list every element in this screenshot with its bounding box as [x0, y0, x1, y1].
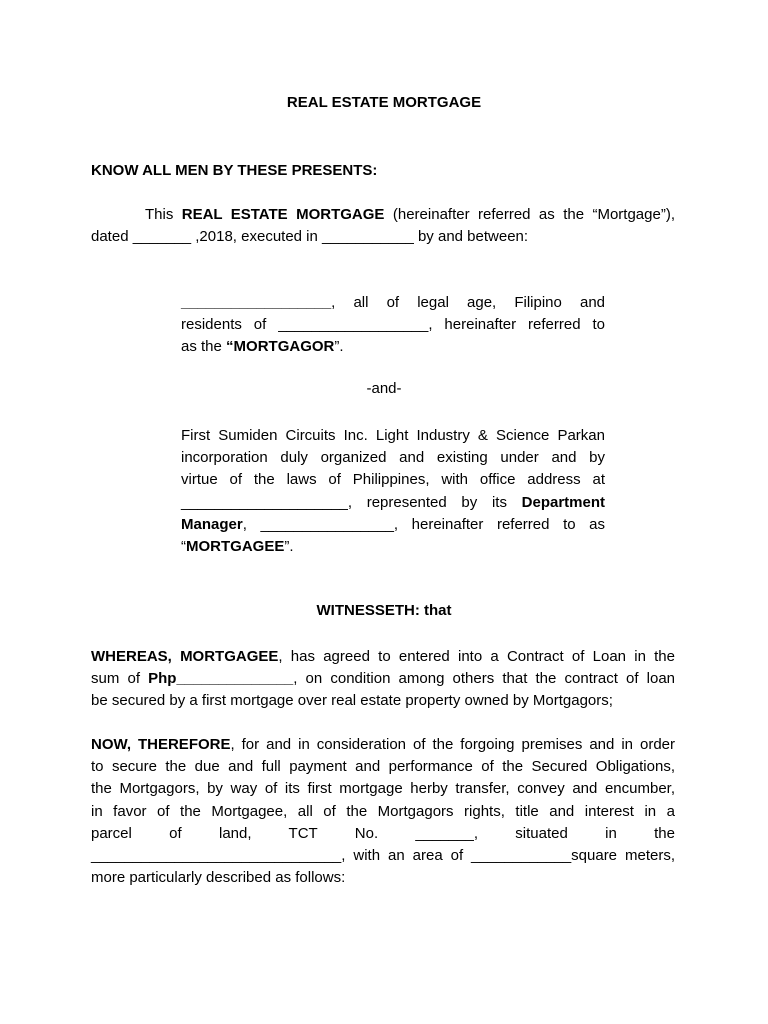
mortgagee-term: MORTGAGEE — [186, 538, 285, 556]
document-title: REAL ESTATE MORTGAGE — [286, 94, 482, 111]
now-line-2: to secure the due and full payment and performance of the Secured Obligations, — [91, 758, 675, 776]
whereas-term: WHEREAS, MORTGAGEE — [91, 648, 279, 665]
witnesseth-heading: WITNESSETH: that — [316, 602, 452, 619]
whereas-paragraph — [91, 646, 675, 713]
whereas-line-3: be secured by a first mortgage over real estate property owned by Mortgagors; — [91, 692, 613, 710]
know-all-men-heading: KNOW ALL MEN BY THESE PRESENTS: — [91, 162, 378, 179]
department-term: Department — [521, 493, 605, 511]
now-line-1: NOW, THEREFORE, for and in consideration of the forgoing premises and in order — [91, 736, 675, 753]
now-line-7: more particularly described as follows: — [91, 869, 346, 887]
mortgagor-line-2: residents of __________________, hereinafter referred to — [181, 316, 605, 334]
whereas-line-1: WHEREAS, MORTGAGEE, has agreed to entered into a Contract of Loan in the — [91, 648, 675, 665]
mortgagor-name-blank: __________________ — [181, 294, 332, 311]
manager-term: Manager — [181, 515, 243, 533]
now-line-3: the Mortgagors, by way of its first mortgage herby transfer, convey and encumber, — [91, 780, 675, 798]
intro-line-2: dated _______ ,2018, executed in ___________ by and between: — [91, 228, 529, 246]
and-separator: -and- — [366, 380, 402, 397]
mortgagor-line-3: as the “MORTGAGOR”. — [181, 338, 344, 356]
mortgagee-line-6: “MORTGAGEE”. — [181, 538, 294, 556]
mortgagee-line-3: virtue of the laws of Philippines, with office address at — [181, 471, 605, 489]
intro-line-1: This REAL ESTATE MORTGAGE (hereinafter referred as the “Mortgage”), — [145, 206, 675, 223]
intro-paragraph — [91, 204, 675, 248]
mortgagee-paragraph — [181, 425, 605, 558]
whereas-line-2: sum of Php______________, on condition among others that the contract of loan — [91, 670, 675, 688]
now-therefore-term: NOW, THEREFORE — [91, 736, 231, 753]
mortgagor-term: “MORTGAGOR — [226, 338, 335, 356]
mortgagee-line-5: Manager, ________________, hereinafter referred to as — [181, 515, 605, 533]
now-line-6: ______________________________, with an area of ____________square meters, — [91, 847, 675, 865]
mortgagor-line-1: __________________, all of legal age, Filipino and — [181, 294, 605, 311]
now-line-5: parcel of land, TCT No. _______, situated in the — [91, 824, 675, 842]
php-amount-blank: Php______________ — [148, 670, 294, 688]
mortgagor-paragraph — [181, 292, 605, 359]
mortgagee-line-2: incorporation duly organized and existing under and by — [181, 449, 605, 467]
now-line-4: in favor of the Mortgagee, all of the Mortgagors rights, title and interest in a — [91, 802, 675, 820]
mortgagee-line-1: First Sumiden Circuits Inc. Light Industry & Science Parkan — [181, 427, 605, 444]
mortgagee-line-4: ____________________, represented by its Department — [181, 493, 605, 511]
now-therefore-paragraph — [91, 734, 675, 889]
real-estate-mortgage-term: REAL ESTATE MORTGAGE — [181, 206, 385, 223]
